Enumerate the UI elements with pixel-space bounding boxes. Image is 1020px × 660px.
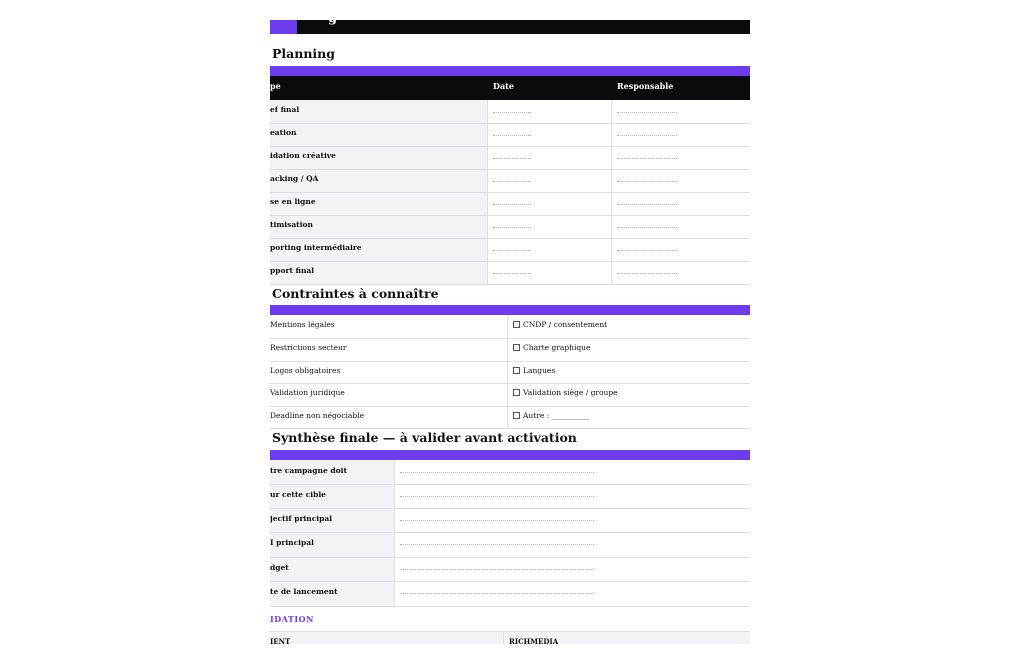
synthese-row <box>270 509 750 533</box>
header-accent <box>270 20 297 34</box>
planning-step: se en ligne <box>270 197 316 206</box>
planning-row <box>270 216 750 239</box>
planning-row <box>270 262 750 285</box>
synthese-field[interactable] <box>400 472 594 473</box>
synthese-row <box>270 558 750 582</box>
synthese-title: Synthèse finale — à valider avant activation <box>272 430 577 445</box>
synthese-label: tre campagne doit <box>270 466 347 475</box>
synthese-row <box>270 582 750 607</box>
contrainte-row <box>270 362 750 384</box>
col-client: IENT <box>270 637 291 646</box>
checkbox[interactable] <box>513 321 520 328</box>
contraintes-title: Contraintes à connaître <box>272 286 439 301</box>
responsable-field[interactable] <box>617 204 677 205</box>
contrainte-right[interactable]: CNDP / consentement <box>513 320 607 329</box>
col-richmedia: RICHMEDIA <box>509 637 559 646</box>
planning-row <box>270 147 750 170</box>
date-field[interactable] <box>493 135 531 136</box>
responsable-field[interactable] <box>617 135 677 136</box>
planning-table-header <box>270 76 750 100</box>
contrainte-row <box>270 384 750 407</box>
date-field[interactable] <box>493 158 531 159</box>
planning-step: porting intermédiaire <box>270 243 362 252</box>
checkbox[interactable] <box>513 367 520 374</box>
planning-title: Planning <box>272 46 336 61</box>
validation-label: IDATION <box>270 614 314 624</box>
synthese-bar <box>270 450 750 460</box>
contrainte-right[interactable]: Langues <box>513 366 555 375</box>
planning-step: idation créative <box>270 151 336 160</box>
synthese-field[interactable] <box>400 544 594 545</box>
contrainte-left[interactable]: Restrictions secteur <box>270 343 347 352</box>
date-field[interactable] <box>493 181 531 182</box>
synthese-label: I principal <box>270 538 314 547</box>
planning-step: pport final <box>270 266 315 275</box>
planning-row <box>270 170 750 193</box>
synthese-field[interactable] <box>400 593 594 594</box>
responsable-field[interactable] <box>617 250 677 251</box>
planning-row <box>270 100 750 124</box>
col-responsable: Responsable <box>617 81 674 91</box>
header-title-fragment: g <box>328 11 338 26</box>
contrainte-row <box>270 407 750 429</box>
synthese-field[interactable] <box>400 520 594 521</box>
planning-row <box>270 193 750 216</box>
col-etape: pe <box>270 81 281 91</box>
contraintes-bar <box>270 305 750 315</box>
responsable-field[interactable] <box>617 158 677 159</box>
validation-table-header <box>270 631 750 644</box>
synthese-field[interactable] <box>400 496 594 497</box>
contrainte-row <box>270 339 750 362</box>
planning-step: acking / QA <box>270 174 319 183</box>
contrainte-right[interactable]: Autre : __________ <box>513 411 589 420</box>
date-field[interactable] <box>493 112 531 113</box>
document-page <box>270 0 750 660</box>
responsable-field[interactable] <box>617 273 677 274</box>
header-bar <box>270 11 750 34</box>
synthese-label: ur cette cible <box>270 490 326 499</box>
contrainte-left[interactable]: Deadline non négociable <box>270 411 365 420</box>
planning-row <box>270 239 750 262</box>
contrainte-left[interactable]: Logos obligatoires <box>270 366 341 375</box>
synthese-label: te de lancement <box>270 587 338 596</box>
contrainte-left[interactable]: Mentions légales <box>270 320 335 329</box>
contrainte-right[interactable]: Charte graphique <box>513 343 590 352</box>
synthese-row <box>270 485 750 509</box>
planning-row <box>270 124 750 147</box>
checkbox[interactable] <box>513 344 520 351</box>
planning-step: eation <box>270 128 297 137</box>
col-date: Date <box>493 81 514 91</box>
contrainte-left[interactable]: Validation juridique <box>270 388 345 397</box>
synthese-label: dget <box>270 563 289 572</box>
date-field[interactable] <box>493 273 531 274</box>
synthese-row <box>270 460 750 485</box>
responsable-field[interactable] <box>617 112 677 113</box>
date-field[interactable] <box>493 250 531 251</box>
planning-step: ef final <box>270 105 300 114</box>
planning-step: timisation <box>270 220 313 229</box>
checkbox[interactable] <box>513 389 520 396</box>
responsable-field[interactable] <box>617 227 677 228</box>
planning-bar <box>270 66 750 76</box>
date-field[interactable] <box>493 204 531 205</box>
responsable-field[interactable] <box>617 181 677 182</box>
synthese-label: jectif principal <box>270 514 333 523</box>
contrainte-right[interactable]: Validation siège / groupe <box>513 388 618 397</box>
synthese-field[interactable] <box>400 569 594 570</box>
contrainte-row <box>270 316 750 339</box>
synthese-row <box>270 533 750 558</box>
checkbox[interactable] <box>513 412 520 419</box>
date-field[interactable] <box>493 227 531 228</box>
